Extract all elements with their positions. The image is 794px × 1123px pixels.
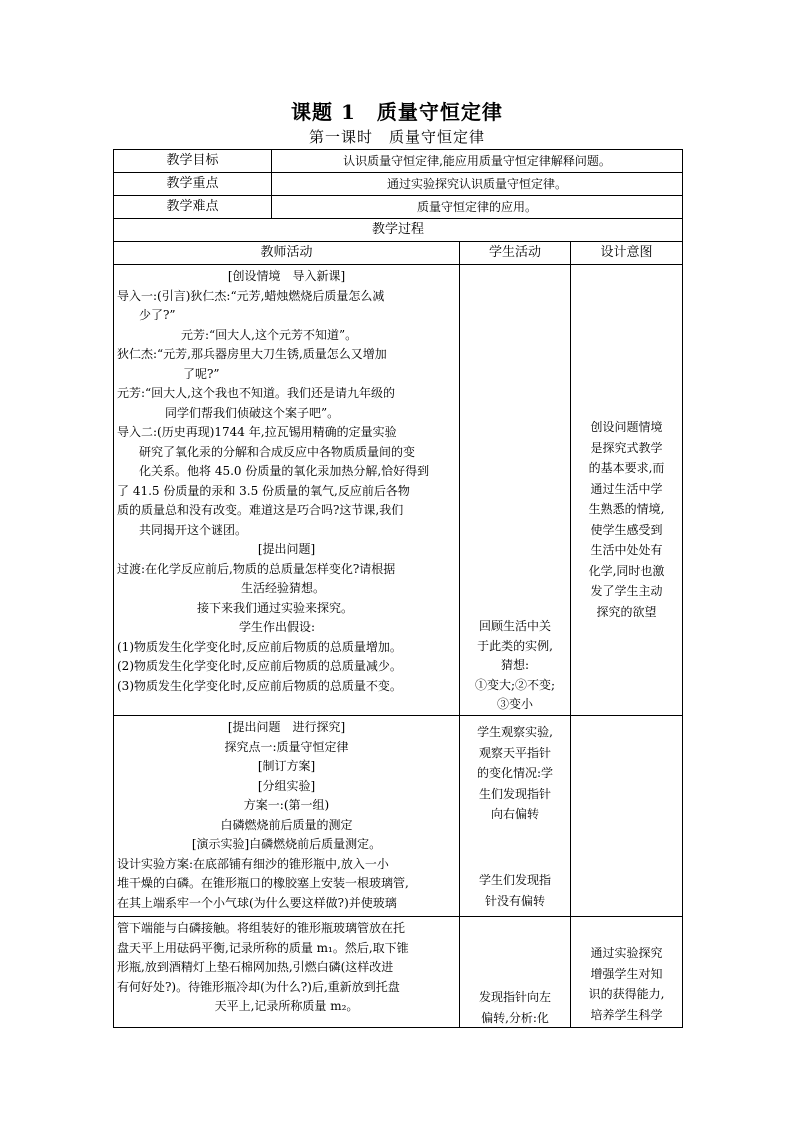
text-line: 形瓶,放到酒精灯上垫石棉网加热,引燃白磷(这样改进 xyxy=(117,960,394,974)
difficulty-label: 教学难点 xyxy=(114,196,272,218)
key-point-value: 通过实验探究认识质量守恒定律。 xyxy=(386,177,567,191)
design-intent-explore xyxy=(571,716,682,916)
text-line: 观察天平指针 xyxy=(478,745,551,760)
text-line: 在其上端系牢一个小气球(为什么要这样做?)并使玻璃 xyxy=(117,895,397,910)
student-activity-explore xyxy=(460,716,571,916)
teacher-activity-explore xyxy=(114,716,460,916)
text-line: 创设问题情境 xyxy=(590,420,663,434)
text-line: [分组实验] xyxy=(257,778,316,793)
text-line: 回顾生活中关 xyxy=(478,619,551,633)
lesson-plan-table xyxy=(113,149,683,1028)
text-line: 学生观察实验, xyxy=(477,725,553,739)
text-line: 探究的欲望 xyxy=(596,604,657,619)
teacher-activity-header: 教师活动 xyxy=(114,242,460,264)
text-line: 学生作出假设: xyxy=(239,620,316,634)
design-intent-header: 设计意图 xyxy=(600,245,653,260)
text-line: 生熟悉的情境, xyxy=(588,502,665,516)
text-line: 向右偏转 xyxy=(490,807,539,821)
text-line: 方案一:(第一组) xyxy=(243,798,330,812)
text-line: 了呢?” xyxy=(183,366,220,381)
design-text xyxy=(571,417,682,622)
text-line: 使学生感受到 xyxy=(590,522,663,537)
text-line: 盘天平上用砝码平衡,记录所称的质量 m₁。然后,取下锥 xyxy=(117,940,409,955)
section-intro-row xyxy=(114,265,682,716)
student-activity-intro xyxy=(460,265,571,715)
text-line: 猜想: xyxy=(500,658,530,672)
text-line: 生们发现指针 xyxy=(478,786,551,801)
design-intent-experiment xyxy=(571,917,682,1027)
text-line: 设计实验方案:在底部铺有细沙的锥形瓶中,放入一小 xyxy=(117,856,389,871)
text-line: [创设情境 导入新课] xyxy=(227,269,346,283)
text-line: 研究了氧化汞的分解和合成反应中各物质质量间的变 xyxy=(139,444,416,459)
text-line: 是探究式教学 xyxy=(590,440,663,455)
student-text-a xyxy=(460,722,570,825)
design-intent-intro xyxy=(571,265,682,715)
text-line: (2)物质发生化学变化时,反应前后物质的总质量减少。 xyxy=(117,659,402,673)
text-line: 培养学生科学 xyxy=(590,1007,663,1022)
lesson-title: 课题 1 质量守恒定律 xyxy=(291,100,503,124)
text-line: [提出问题 进行探究] xyxy=(227,720,346,734)
text-line: 元芳:“回大人,这个元芳不知道”。 xyxy=(181,327,358,342)
column-header-row xyxy=(114,242,682,265)
student-text-b xyxy=(460,870,570,911)
text-line: 化学,同时也激 xyxy=(588,563,665,578)
text-line: ③变小 xyxy=(496,697,533,711)
text-line: 同学们帮我们侦破这个案子吧”。 xyxy=(165,405,340,420)
text-line: [演示实验]白磷燃烧前后质量测定。 xyxy=(191,837,382,851)
text-line: 过渡:在化学反应前后,物质的总质量怎样变化?请根据 xyxy=(117,561,396,576)
process-header: 教学过程 xyxy=(371,222,424,237)
text-line: 生活中处处有 xyxy=(590,543,663,557)
text-line: 偏转,分析:化 xyxy=(481,1010,549,1025)
process-header-row xyxy=(114,219,682,242)
student-text xyxy=(460,987,570,1027)
student-activity-header: 学生活动 xyxy=(460,242,571,264)
teacher-activity-experiment xyxy=(114,917,460,1027)
text-line: 有何好处?)。待锥形瓶冷却(为什么?)后,重新放到托盘 xyxy=(117,979,400,994)
text-line: ①变大;②不变; xyxy=(474,677,556,692)
text-line: 导入一:(引言)狄仁杰:“元芳,蜡烛燃烧后质量怎么减 xyxy=(117,288,385,303)
text-line: 于此类的实例, xyxy=(477,638,553,653)
student-activity-experiment xyxy=(460,917,571,1027)
text-line: 学生们发现指 xyxy=(478,873,551,887)
text-line: 的变化情况:学 xyxy=(476,766,554,780)
text-line: 生活经验猜想。 xyxy=(241,581,326,595)
difficulty-row xyxy=(114,196,682,219)
text-line: 增强学生对知 xyxy=(590,966,663,981)
teacher-activity-intro xyxy=(114,265,460,715)
design-text xyxy=(571,943,682,1025)
text-line: 通过生活中学 xyxy=(590,481,663,496)
text-line: 共同揭开这个谜团。 xyxy=(139,522,248,537)
text-line: 白磷燃烧前后质量的测定 xyxy=(220,817,353,832)
objective-value: 认识质量守恒定律,能应用质量守恒定律解释问题。 xyxy=(343,154,611,168)
section-explore-row xyxy=(114,716,682,917)
text-line: 的基本要求,而 xyxy=(588,461,665,475)
text-line: 通过实验探究 xyxy=(590,946,663,960)
objective-row xyxy=(114,150,682,173)
text-line: 管下端能与白磷接触。将组装好的锥形瓶玻璃管放在托 xyxy=(117,921,406,935)
text-line: [提出问题] xyxy=(257,542,316,556)
text-line: 探究点一:质量守恒定律 xyxy=(224,739,349,754)
text-line: 接下来我们通过实验来探究。 xyxy=(197,600,354,615)
text-line: 化关系。他将 45.0 份质量的氧化汞加热分解,恰好得到 xyxy=(139,464,430,478)
text-line: (1)物质发生化学变化时,反应前后物质的总质量增加。 xyxy=(117,639,402,654)
section-experiment-row xyxy=(114,917,682,1027)
key-point-row xyxy=(114,173,682,196)
text-line: 发了学生主动 xyxy=(590,584,663,598)
text-line: 识的获得能力, xyxy=(588,987,665,1001)
text-line: (3)物质发生化学变化时,反应前后物质的总质量不变。 xyxy=(117,678,402,693)
text-line: 质的质量总和没有改变。难道这是巧合吗?这节课,我们 xyxy=(117,503,404,517)
text-line: 元芳:“回大人,这个我也不知道。我们还是请九年级的 xyxy=(117,386,395,400)
text-line: 少了?” xyxy=(139,308,176,322)
key-point-label: 教学重点 xyxy=(114,173,272,195)
text-line: 针没有偏转 xyxy=(484,893,545,908)
text-line: 堆干燥的白磷。在锥形瓶口的橡胶塞上安装一根玻璃管, xyxy=(117,876,409,890)
difficulty-value: 质量守恒定律的应用。 xyxy=(416,200,537,214)
text-line: 发现指针向左 xyxy=(478,990,551,1004)
text-line: 了 41.5 份质量的汞和 3.5 份质量的氧气,反应前后各物 xyxy=(117,483,410,498)
text-line: 狄仁杰:“元芳,那兵器房里大刀生锈,质量怎么又增加 xyxy=(117,347,387,361)
text-line: [制订方案] xyxy=(257,759,316,773)
text-line: 天平上,记录所称质量 m₂。 xyxy=(214,999,359,1013)
text-line: 导入二:(历史再现)1744 年,拉瓦锡用精确的定量实验 xyxy=(117,425,397,439)
student-text xyxy=(460,617,570,715)
lesson-subtitle: 第一课时 质量守恒定律 xyxy=(308,128,485,146)
objective-label: 教学目标 xyxy=(114,150,272,172)
